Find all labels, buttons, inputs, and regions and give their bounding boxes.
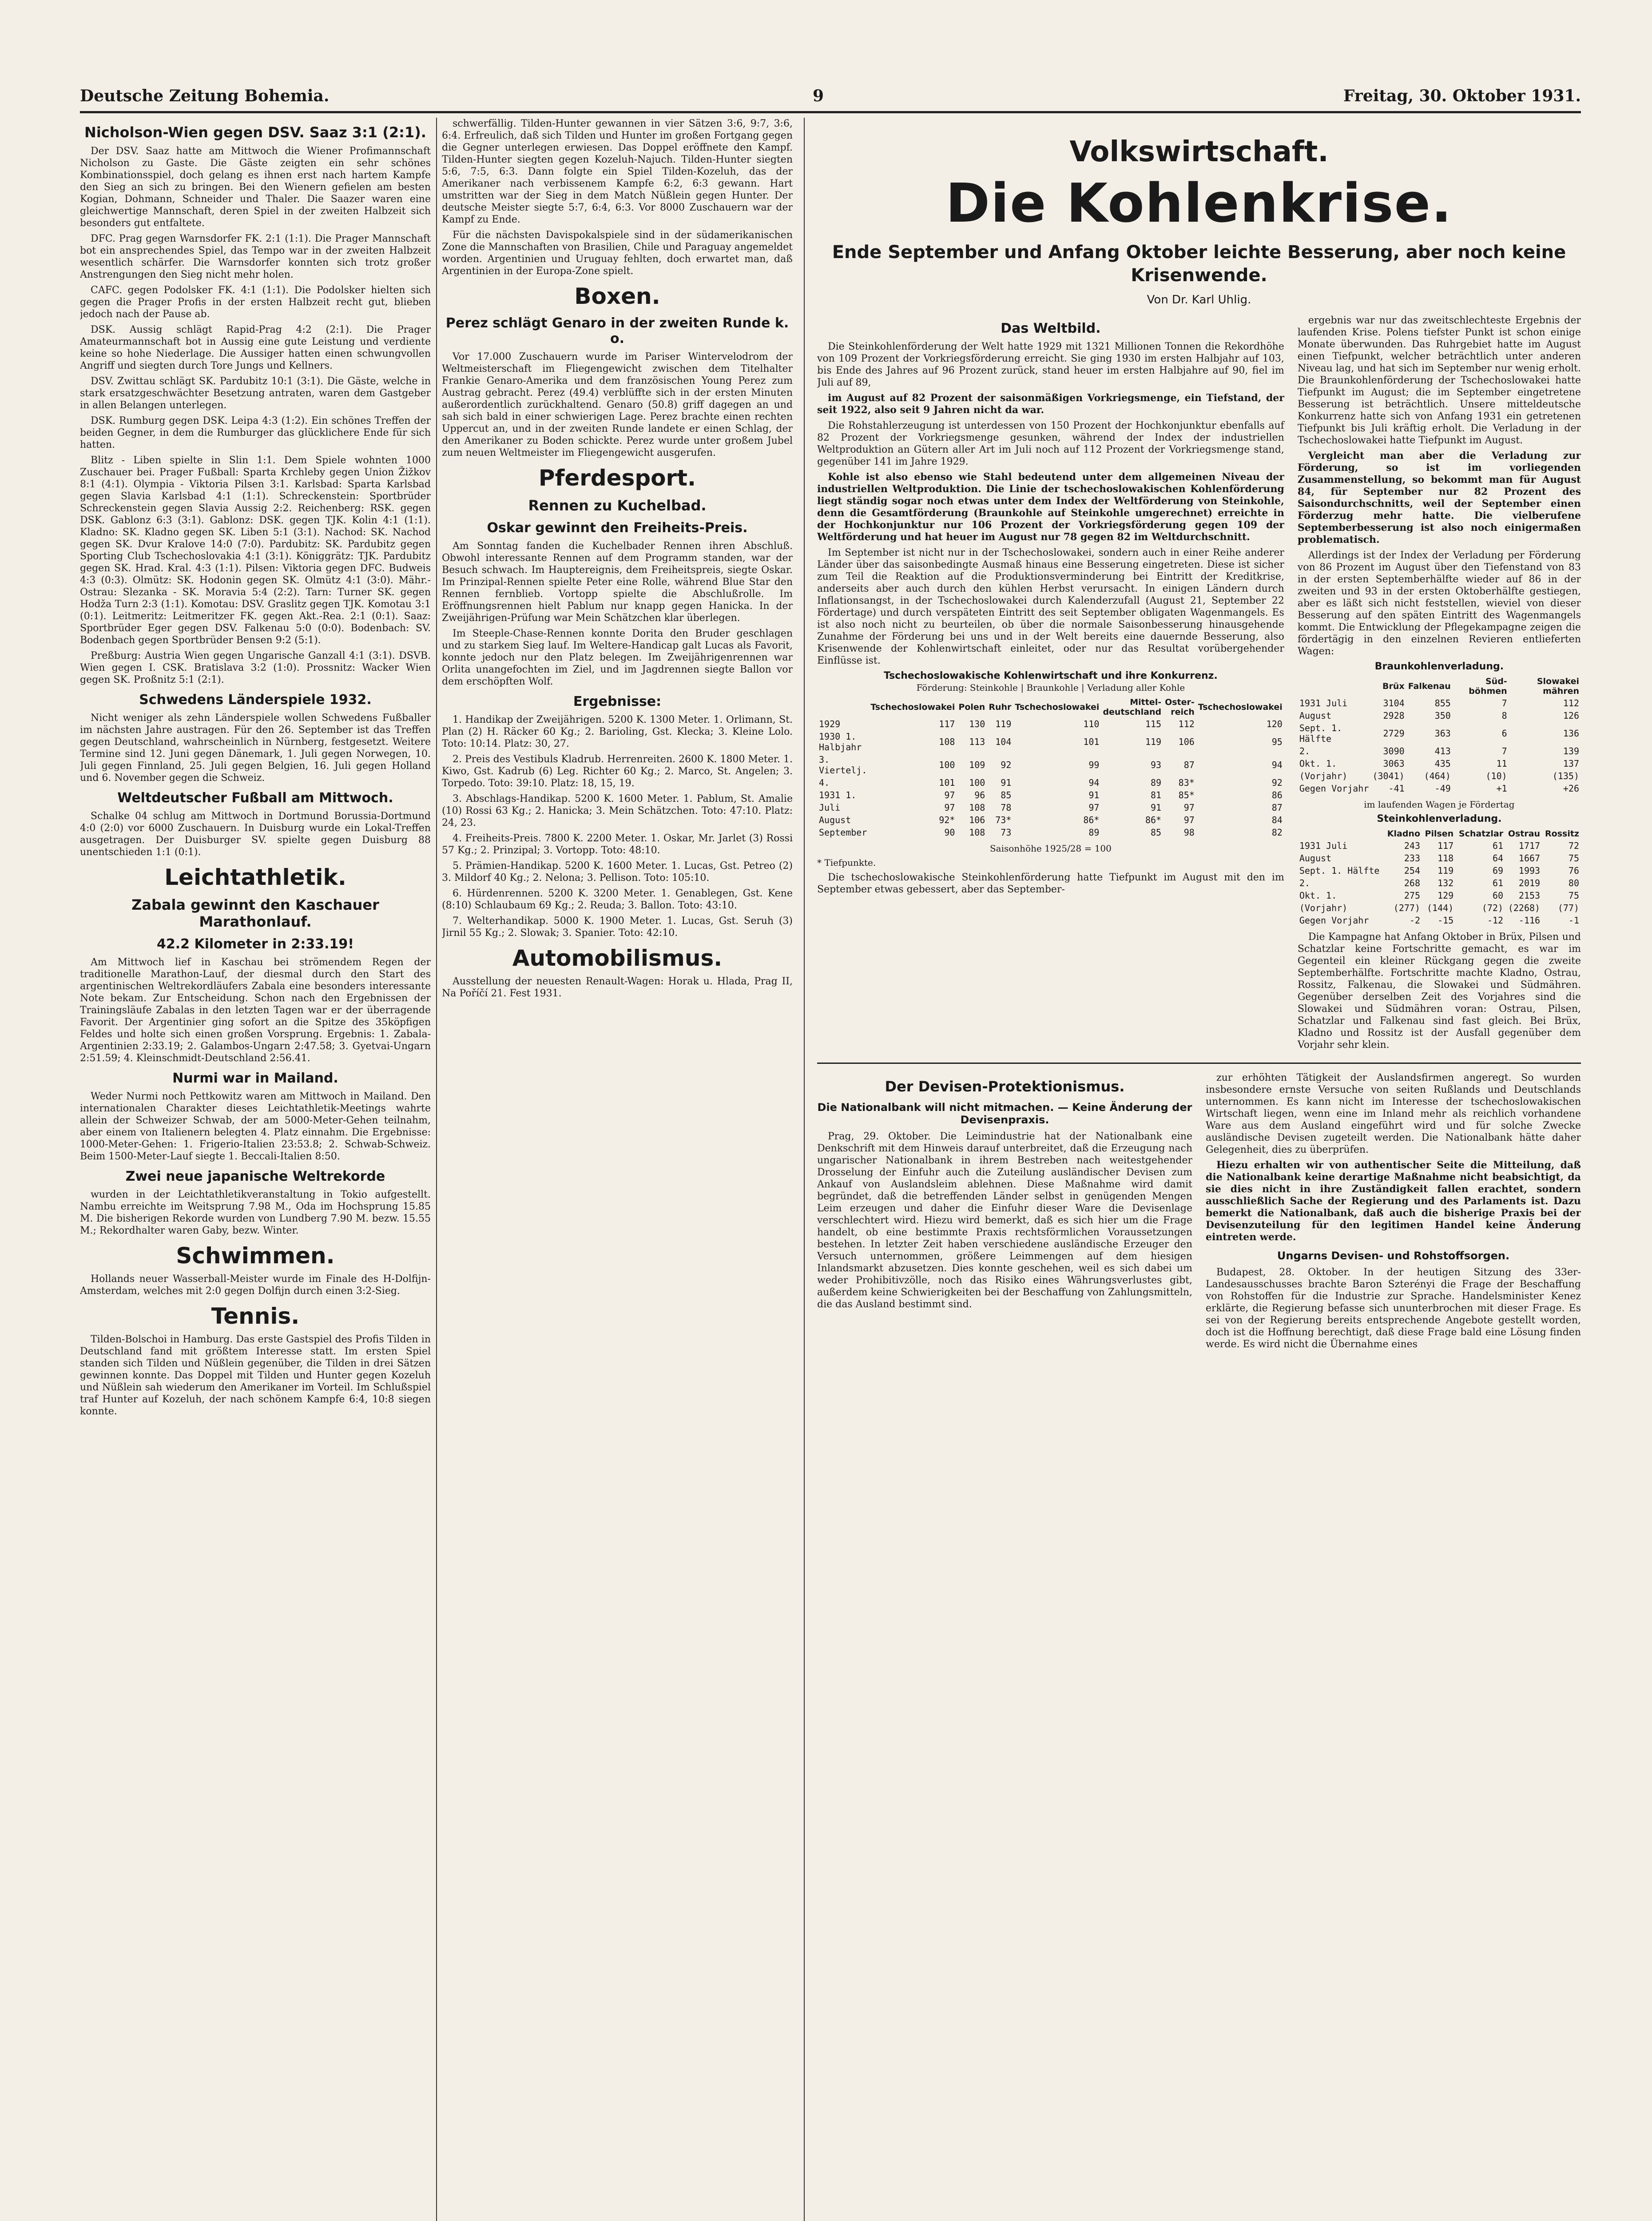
table-cell: 117 — [939, 719, 955, 729]
masthead-rule — [80, 111, 1581, 113]
byline: Von Dr. Karl Uhlig. — [1147, 293, 1251, 306]
article-emphasis: Kohle ist also ebenso wie Stahl bedeutend unter dem allgemeinen Niveau der industriellen Weltproduktion. Die Linie der tschechoslowakischen Kohlenförderung liegt ständig sogar noch etwas unter dem Index der Weltförderung von Steinkohle, denn die Gesamtförderung (Braunkohle auf Steinkohle umgerechnet) erreichte in der Hochkonjunktur nur 106 Prozent der Vorkriegsförderung gegen 109 der Weltförderung und hat heuer im August nur 78 gegen 82 im Weltdurchschnitt. — [817, 471, 1284, 543]
devisen-column-right — [1206, 1072, 1581, 1354]
article-column-left — [817, 314, 1284, 1055]
race-result: 1. Handikap der Zweijährigen. 5200 K. 1300 Meter. 1. Orlimann, St. Plan (2) H. Räcker 60 Kg.; 2. Barioling, Gst. Klecka; 3. Kleine Lolo. Toto: 10:14. Platz: 30, 27. — [442, 714, 793, 749]
table-cell: 100 — [969, 777, 985, 788]
table-cell: 83* — [1178, 777, 1195, 788]
table-cell: 94 — [1271, 760, 1283, 770]
table-cell: Okt. 1. — [1299, 890, 1337, 901]
table-cell: 108 — [969, 802, 985, 813]
table-cell: 3090 — [1383, 746, 1405, 756]
match-report: CAFC. gegen Podolsker FK. 4:1 (1:1). Die Podolsker hielten sich gegen die Prager Profis in der ersten Halbzeit recht gut, blieben jedoch nach der Pause ab. — [80, 285, 431, 320]
table-cell: 81 — [1151, 790, 1162, 800]
table-column-header: Rossitz — [1545, 829, 1579, 839]
table-cell: 3063 — [1383, 758, 1405, 769]
table-cell: 126 — [1563, 710, 1579, 721]
table-cell: 97 — [944, 802, 955, 813]
race-result: 5. Prämien-Handikap. 5200 K. 1600 Meter. 1. Lucas, Gst. Petreo (2) 3. Mildorf 40 Kg.; 2. Nelona; 3. Pellison. Toto: 105:10. — [442, 860, 793, 884]
table-cell: September — [819, 827, 867, 838]
article-text: Prag, 29. Oktober. Die Leimindustrie hat der Nationalbank eine Denkschrift mit dem Hinweis darauf unterbreitet, daß die Erzeugung nach ungarischer Nationalbank in ihrem Bestreben nach weitestgehender Drosselung der Einfuhr auch die Zuteilung ausländischer Devisen zum Ankauf von Auslandsleim ablehnen. Diese Maßnahme wird damit begründet, daß die betreffenden Länder selbst in genügenden Mengen Leim erzeugen und daher die Einfuhr dieser Ware die Devisenlage verschlechtert wird. Hiezu wird bemerkt, daß es sich hier um die Frage handelt, ob eine bestimmte Praxis rechtsförmlichen Voraussetzungen bestehen. In letzter Zeit haben verschiedene ausländische Erzeuger den Versuch unternommen, größere Leimmengen auf dem hiesigen Inlandsmarkt abzusetzen. Dies konnte geschehen, weil es sich dabei um weder Prohibitivzölle, noch das Risiko eines Währungsverlustes gibt, außerdem keine Schwierigkeiten bei der Beschaffung von Zahlungsmitteln, die das Ausland bestimmt sind. — [817, 1131, 1192, 1310]
newspaper-name: Deutsche Zeitung Bohemia. — [80, 87, 330, 105]
devisen-column-left — [817, 1072, 1192, 1354]
table-cell: 97 — [1183, 802, 1195, 813]
table-cell: -116 — [1518, 915, 1541, 926]
table-column-header — [1298, 828, 1384, 840]
article-heading: Perez schlägt Genaro in der zweiten Runde k. o. — [445, 315, 789, 346]
table-cell: 2. — [1299, 746, 1310, 756]
table-cell: 85* — [1178, 790, 1195, 800]
article-emphasis: Vergleicht man aber die Verladung zur Förderung, so ist im vorliegenden Zusammenstellung, so bekommt man für August 84, für September nur 82 Prozent des Saisondurchschnitts, weil der September einen Förderzug mehr hatte. Die vielberufene Septemberbesserung ist also noch einigermaßen problematisch. — [1297, 450, 1581, 545]
table-cell: 99 — [1088, 760, 1100, 770]
table-cell: 76 — [1568, 865, 1579, 876]
article-heading: Zabala gewinnt den Kaschauer Marathonlauf. — [131, 896, 379, 930]
article-text: Schalke 04 schlug am Mittwoch in Dortmund Borussia-Dortmund 4:0 (2:0) vor 6000 Zuschauern. In Duisburg wurde ein Lokal-Treffen ausgetragen. Der Duisburger SV. spielte gegen Duisburg 88 unentschieden 1:1 (0:1). — [80, 811, 431, 858]
lignite-table — [1298, 676, 1581, 795]
article-text: Hollands neuer Wasserball-Meister wurde im Finale des H-Dolfijn-Amsterdam, welches mit 2:0 gegen Dolfijn durch einen 3:2-Sieg. — [80, 1274, 431, 1297]
table-cell: 115 — [1145, 719, 1162, 729]
article-text: Vor 17.000 Zuschauern wurde im Pariser Wintervelodrom der Weltmeisterschaft im Fliegengewicht zwischen dem Titelhalter Frankie Genaro-Amerika und dem französischen Young Perez zum Austrag gebracht. Perez (49.4) verblüffte sich in der ersten Minuten außerordentlich zurückhaltend. Genaro (50.8) griff dagegen an und sah sich bald in einer schwierigen Lage. Perez brachte einen rechten Uppercut an, und in der zweiten Runde landete er einen Schlag, der den Amerikaner zu Boden schickte. Perez wurde unter großem Jubel zum neuen Weltmeister im Fliegengewicht ausgerufen. — [442, 351, 793, 458]
article-subheading: Die Nationalbank will nicht mitmachen. — Keine Änderung der Devisenpraxis. — [817, 1101, 1192, 1126]
results-list: Preßburg: Austria Wien gegen Ungarische Ganzall 4:1 (3:1). DSVB. Wien gegen I. CSK. Bratislava 3:2 (1:0). Prossnitz: Wacker Wien gegen SK. Proßnitz 5:1 (2:1). — [80, 650, 431, 685]
section-heading: Leichtathletik. — [164, 864, 346, 890]
table-row — [817, 801, 1284, 814]
table-row — [1298, 840, 1581, 852]
table-cell: 60 — [1492, 890, 1504, 901]
column-sports-1 — [80, 118, 431, 2221]
table-cell: 87 — [1183, 760, 1195, 770]
article-heading: Schwedens Länderspiele 1932. — [139, 692, 372, 708]
table-row — [1298, 709, 1581, 722]
match-report: DFC. Prag gegen Warnsdorfer FK. 2:1 (1:1). Die Prager Mannschaft bot ein ansprechendes Spiel, das Tempo war in der zweiten Halbzeit wesentlich schärfer. Die Warnsdorfer konnten sich trotz großer Anstrengungen den Sieg nicht mehr holen. — [80, 233, 431, 280]
economics-section — [817, 118, 1581, 2221]
article-deck: Ende September und Anfang Oktober leichte Besserung, aber noch keine Krisenwende. — [832, 242, 1566, 286]
table-cell: 91 — [1088, 790, 1100, 800]
table-cell: 92* — [939, 815, 955, 825]
table-cell: 72 — [1568, 840, 1579, 851]
table-cell: 254 — [1404, 865, 1421, 876]
table-cell: 268 — [1404, 878, 1421, 888]
match-report: DSK. Aussig schlägt Rapid-Prag 4:2 (2:1). Die Prager Amateurmannschaft bot in Aussig eine gute Leistung und verdiente keine so hohe Niederlage. Die Aussiger hatten einen schwungvollen Angriff und siegten durch Tore Jungs und Kellners. — [80, 324, 431, 371]
page-number: 9 — [813, 87, 824, 105]
table-cell: 139 — [1563, 746, 1579, 756]
table-cell: Okt. 1. — [1299, 758, 1337, 769]
table-cell: 89 — [1088, 827, 1100, 838]
table-subtitle: im laufenden Wagen je Fördertag — [1364, 799, 1515, 810]
table-cell: 275 — [1404, 890, 1421, 901]
section-heading: Boxen. — [574, 283, 660, 309]
table-cell: 69 — [1492, 865, 1504, 876]
table-cell: Gegen Vorjahr — [1299, 915, 1369, 926]
table-cell: 80 — [1568, 878, 1579, 888]
article-text: Am Sonntag fanden die Kuchelbader Rennen ihren Abschluß. Obwohl interessante Rennen auf dem Programm standen, war der Besuch schwach. Im Hauptereignis, dem Freiheitspreis, siegte Oskar. Im Prinzipal-Rennen spielte Peter eine Rolle, während Blue Star den Rennen fernblieb. Vortopp spielte die Abschlußrolle. Im Eröffnungsrennen hielt Pablum nur knapp gegen Hanicka. In der Zweijährigen-Prüfung war Mein Schätzchen klar überlegen. — [442, 541, 793, 624]
article-text: wurden in der Leichtathletikveranstaltung in Tokio aufgestellt. Nambu erreichte im Weitsprung 7.98 M., Oda im Hochsprung 15.85 M. Die bisherigen Rekorde wurden von Lundberg 7.90 M. bezw. 15.55 M.; Rekordhalter waren Gaby, bezw. Winter. — [80, 1189, 431, 1236]
article-heading: Der Devisen-Protektionismus. — [885, 1078, 1125, 1095]
table-cell: 1930 1. Halbjahr — [819, 731, 862, 752]
table-cell: 112 — [1563, 698, 1579, 708]
table-cell: (277) — [1393, 903, 1421, 913]
table-row — [1298, 902, 1581, 914]
table-row — [817, 789, 1284, 801]
article-text: Allerdings ist der Index der Verladung per Förderung von 86 Prozent im August über den Tiefenstand von 83 in der ersten Septemberhälfte wieder auf 86 in der zweiten und 93 in der ersten Oktoberhälfte gestiegen, aber es läßt sich nicht feststellen, wieviel von dieser Besserung auf den späten Eintritt des Wagenmangels kommt. Die Entwicklung der Pflegekampagne zeigen die fördertägig in den einzelnen Revieren entlieferten Wagen: — [1297, 550, 1581, 657]
table-column-header: Süd-böhmen — [1469, 677, 1507, 696]
table-column-header: Ostrau — [1508, 829, 1541, 839]
table-cell: 97 — [944, 790, 955, 800]
table-row — [1298, 722, 1581, 745]
table-column-header: Brüx — [1382, 681, 1405, 691]
table-cell: Sept. 1. Hälfte — [1299, 723, 1342, 744]
article-subheading: Oskar gewinnt den Freiheits-Preis. — [487, 520, 748, 536]
article-text: Im Steeple-Chase-Rennen konnte Dorita den Bruder geschlagen und zu starkem Sieg lauf. Im Weltere-Handicap galt Lucas als Favorit, konnte jedoch nur den Platz belegen. Im Zweijährigenrennen war Orlita unangefochten im Ziel, und im Jagdrennen siegte Ballon vor dem erschöpften Wolf. — [442, 628, 793, 687]
table-cell: 106 — [1178, 736, 1195, 747]
table-cell: 136 — [1563, 728, 1579, 739]
table-cell: 7 — [1501, 746, 1507, 756]
article-text: Die Kampagne hat Anfang Oktober in Brüx, Pilsen und Schatzlar keine Fortschritte gemacht, es war im Gegenteil ein kleiner Rückgang gegen die zweite Septemberhälfte. Fortschritte machte Kladno, Ostrau, Rossitz, Falkenau, die Slowakei und Südmähren. Gegenüber derselben Zeit des Vorjahres sind die Slowakei und Südmähren voran: Ostrau, Pilsen, Schatzlar und Falkenau sind fast gleich. Bei Brüx, Kladno und Rossitz ist der Ausfall gegenüber dem Vorjahr sehr klein. — [1297, 931, 1581, 1051]
match-report: DSK. Rumburg gegen DSK. Leipa 4:3 (1:2). Ein schönes Treffen der beiden Gegner, in dem die Rumburger das glücklichere Ende für sich hatten. — [80, 415, 431, 450]
table-header-row — [1298, 828, 1581, 840]
article-heading: Rennen zu Kuchelbad. — [528, 497, 707, 514]
table-caption: Tschechoslowakische Kohlenwirtschaft und ihre Konkurrenz. — [884, 670, 1218, 681]
match-report: DSV. Zwittau schlägt SK. Pardubitz 10:1 (3:1). Die Gäste, welche in stark ersatzgeschwächter Besetzung antraten, waren dem Gastgeber in allen Belangen unterlegen. — [80, 376, 431, 411]
table-column-header: Ruhr — [989, 702, 1012, 712]
table-cell: (77) — [1557, 903, 1579, 913]
table-cell: (72) — [1481, 903, 1504, 913]
table-column-header: Polen — [958, 702, 985, 712]
table-cell: 75 — [1568, 890, 1579, 901]
article-title: Die Kohlenkrise. — [945, 173, 1453, 235]
table-cell: -1 — [1568, 915, 1579, 926]
table-cell: 1667 — [1518, 853, 1541, 864]
table-row — [1298, 770, 1581, 782]
table-column-header: Slowakei mähren — [1537, 677, 1579, 696]
article-text: Die Steinkohlenförderung der Welt hatte 1929 mit 1321 Millionen Tonnen die Rekordhöhe von 109 Prozent der Vorkriegsförderung erreicht. Sie ging 1930 im ersten Halbjahr auf 103, bis Ende des Jahres auf 96 Prozent zurück, stand heuer im ersten Halbjahre auf 90, fiel im Juli auf 89, — [817, 341, 1284, 388]
table-group-labels: Förderung: Steinkohle | Braunkohle | Verladung aller Kohle — [916, 682, 1185, 693]
table-cell: -49 — [1434, 783, 1451, 794]
table-cell: 243 — [1404, 840, 1421, 851]
section-heading: Pferdesport. — [538, 465, 696, 491]
table-cell: 8 — [1501, 710, 1507, 721]
section-heading: Automobilismus. — [512, 945, 723, 971]
table-column-header — [1298, 676, 1371, 697]
table-header-row — [1298, 676, 1581, 697]
table-cell: 85 — [1001, 790, 1012, 800]
table-cell: 61 — [1492, 840, 1504, 851]
article-heading: Weltdeutscher Fußball am Mittwoch. — [117, 790, 393, 806]
table-cell: 82 — [1271, 827, 1283, 838]
table-row — [817, 776, 1284, 789]
table-cell: 129 — [1438, 890, 1454, 901]
table-cell: 98 — [1183, 827, 1195, 838]
table-cell: 1931 1. — [819, 790, 857, 800]
race-result: 7. Welterhandikap. 5000 K. 1900 Meter. 1. Lucas, Gst. Seruh (3) Jirnil 55 Kg.; 2. Slowak; 3. Spanier. Toto: 42:10. — [442, 915, 793, 939]
table-cell: 2928 — [1383, 710, 1405, 721]
table-header-row — [817, 697, 1284, 718]
table-cell: 3. Viertelj. — [819, 754, 867, 776]
table-cell: 101 — [939, 777, 955, 788]
table-caption: Braunkohlenverladung. — [1374, 661, 1504, 672]
race-result: 3. Abschlags-Handikap. 5200 K. 1600 Meter. 1. Pablum, St. Amalie (10) Rossi 63 Kg.; 2. Hanicka; 3. Mein Schätzchen. Toto: 47:10. Platz: 24, 23. — [442, 793, 793, 828]
table-row — [817, 753, 1284, 776]
section-heading: Schwimmen. — [176, 1243, 335, 1269]
table-cell: 130 — [969, 719, 985, 729]
column-divider — [804, 118, 805, 2221]
table-cell: Gegen Vorjahr — [1299, 783, 1369, 794]
race-result: 2. Preis des Vestibuls Kladrub. Herrenreiten. 2600 K. 1800 Meter. 1. Kiwo, Gst. Kadrub (6) Leg. Richter 60 Kg.; 2. Marco, St. Angelen; 3. Torpedo. Toto: 39:10. Platz: 18, 15, 19. — [442, 754, 793, 789]
table-cell: 137 — [1563, 758, 1579, 769]
table-cell: (2268) — [1508, 903, 1541, 913]
table-cell: 97 — [1183, 815, 1195, 825]
table-cell: 64 — [1492, 853, 1504, 864]
table-cell: 104 — [995, 736, 1012, 747]
table-cell: 1931 Juli — [1299, 698, 1348, 708]
table-column-header: Falkenau — [1408, 681, 1451, 691]
table-cell: 363 — [1434, 728, 1451, 739]
table-cell: 96 — [974, 790, 985, 800]
table-cell: 109 — [969, 760, 985, 770]
article-text: Die Rohstahlerzeugung ist unterdessen von 150 Prozent der Hochkonjunktur ebenfalls auf 82 Prozent der Vorkriegsmenge gesunken, während der Index der industriellen Weltproduktion an Gütern aller Art im Juli noch auf 112 Prozent der Vorkriegsmenge stand, gegenüber 141 im Jahre 1929. — [817, 420, 1284, 467]
table-cell: -2 — [1409, 915, 1421, 926]
article-heading: Nicholson-Wien gegen DSV. Saaz 3:1 (2:1). — [84, 124, 426, 141]
table-cell: -15 — [1438, 915, 1454, 926]
table-row — [817, 730, 1284, 753]
table-cell: 106 — [969, 815, 985, 825]
table-cell: 92 — [1271, 777, 1283, 788]
table-cell: August — [819, 815, 851, 825]
table-row — [1298, 914, 1581, 927]
issue-date: Freitag, 30. Oktober 1931. — [1343, 87, 1581, 105]
table-column-header: Tschechoslowakei — [1198, 702, 1283, 712]
table-cell: 435 — [1434, 758, 1451, 769]
article-emphasis: Hiezu erhalten wir von authentischer Seite die Mitteilung, daß die Nationalbank keine derartige Maßnahme nicht beabsichtigt, da sie dies nicht in ihre Zuständigkeit fallen erachtet, sondern ausschließlich Sache der Regierung und des Parlaments ist. Dazu bemerkt die Nationalbank, daß auch die bisherige Praxis bei der Devisenzuteilung für den legitimen Handel keine Änderung eintreten werde. — [1206, 1159, 1581, 1243]
table-cell: 2729 — [1383, 728, 1405, 739]
table-cell: 120 — [1266, 719, 1283, 729]
table-cell: 91 — [1001, 777, 1012, 788]
table-cell: 113 — [969, 736, 985, 747]
table-footnote: * Tiefpunkte. — [817, 857, 876, 868]
table-cell: 108 — [969, 827, 985, 838]
table-cell: 89 — [1151, 777, 1162, 788]
masthead — [80, 87, 1581, 109]
table-cell: 108 — [939, 736, 955, 747]
table-cell: (135) — [1552, 771, 1579, 781]
table-cell: 100 — [939, 760, 955, 770]
hardcoal-table — [1298, 828, 1581, 927]
table-cell: August — [1299, 853, 1332, 864]
table-cell: 85 — [1151, 827, 1162, 838]
table-cell: 233 — [1404, 853, 1421, 864]
table-cell: +1 — [1496, 783, 1507, 794]
article-text: Der DSV. Saaz hatte am Mittwoch die Wiener Profimannschaft Nicholson zu Gaste. Die Gäste zeigten ein sehr schönes Kombinationsspiel, doch gelang es ihnen erst nach hartem Kampfe den Sieg an sich zu bringen. Bei den Wienern gefielen am besten Kogian, Dohmann, Schneider und Thaler. Die Saazer waren eine gleichwertige Mannschaft, deren Spiel in der zweiten Halbzeit sich besonders gut entfaltete. — [80, 146, 431, 229]
table-column-header: Oster-reich — [1165, 697, 1195, 717]
table-cell: 413 — [1434, 746, 1451, 756]
article-text: zur erhöhten Tätigkeit der Auslandsfirmen angeregt. So wurden insbesondere ernste Versuche von seiten Rußlands und Deutschlands unternommen. Es kann nicht im Interesse der tschechoslowakischen Wirtschaft liegen, wenn eine im Inland mehr als reichlich vorhandene Ware aus dem Ausland eingeführt wird und für solche Zwecke ausländische Devisen zugeteilt werden. Die Nationalbank hätte daher Gelegenheit, dies zu überprüfen. — [1206, 1072, 1581, 1155]
table-cell: 4. — [819, 777, 830, 788]
table-cell: 1993 — [1518, 865, 1541, 876]
article-text: Tilden-Bolschoi in Hamburg. Das erste Gastspiel des Profis Tilden in Deutschland fand mit größtem Interesse statt. Im ersten Spiel standen sich Tilden und Nüßlein gegenüber, die Tilden in drei Sätzen gewinnen konnte. Das Doppel mit Tilden und Hunter gegen Kozeluh und Nüßlein sah wiederum den Amerikaner im Vorteil. Im Schlußspiel traf Hunter auf Kozeluh, der nach schönem Kampfe 6:4, 10:8 siegen konnte. — [80, 1334, 431, 1417]
article-heading: Zwei neue japanische Weltrekorde — [125, 1169, 385, 1184]
table-cell: 75 — [1568, 853, 1579, 864]
table-cell: 95 — [1271, 736, 1283, 747]
table-cell: (Vorjahr) — [1299, 771, 1348, 781]
article-column-right — [1298, 314, 1581, 1055]
article-columns — [817, 314, 1581, 1055]
table-cell: 119 — [1438, 865, 1454, 876]
race-result: 4. Freiheits-Preis. 7800 K. 2200 Meter. 1. Oskar, Mr. Jarlet (3) Rossi 57 Kg.; 2. Prinzipal; 3. Vortopp. Toto: 48:10. — [442, 833, 793, 856]
table-row — [1298, 697, 1581, 709]
table-cell: 78 — [1001, 802, 1012, 813]
table-cell: August — [1299, 710, 1332, 721]
table-cell: 90 — [944, 827, 955, 838]
table-cell: 110 — [1083, 719, 1100, 729]
table-cell: 2019 — [1518, 878, 1541, 888]
table-cell: 93 — [1151, 760, 1162, 770]
table-cell: 11 — [1496, 758, 1507, 769]
table-cell: 101 — [1083, 736, 1100, 747]
table-cell: 132 — [1438, 878, 1454, 888]
table-cell: 86 — [1271, 790, 1283, 800]
table-cell: 87 — [1271, 802, 1283, 813]
table-cell: 84 — [1271, 815, 1283, 825]
article-divider — [817, 1063, 1581, 1064]
article-subheading: Das Weltbild. — [1001, 321, 1101, 336]
table-cell: 94 — [1088, 777, 1100, 788]
table-caption: Steinkohlenverladung. — [1377, 813, 1502, 824]
coal-table — [817, 697, 1284, 839]
table-cell: (464) — [1424, 771, 1451, 781]
article-text: Weder Nurmi noch Pettkowitz waren am Mittwoch in Mailand. Den internationalen Charakter dieses Leichtathletik-Meetings wahrte allein der Schweizer Schwab, der am 5000-Meter-Gehen teilnahm, aber einem von Italienern belegten 4. Platz einnahm. Die Ergebnisse: 1000-Meter-Gehen: 1. Frigerio-Italien 23:53.8; 2. Schwab-Schweiz. Beim 1500-Meter-Lauf siegte 1. Beccali-Italien 8:50. — [80, 1091, 431, 1162]
table-column-header: Schatzlar — [1458, 829, 1504, 839]
table-row — [1298, 864, 1581, 877]
table-cell: 7 — [1501, 698, 1507, 708]
table-cell: 1717 — [1518, 840, 1541, 851]
table-cell: 61 — [1492, 878, 1504, 888]
table-cell: 117 — [1438, 840, 1454, 851]
devisen-columns — [817, 1072, 1581, 1354]
article-text: Am Mittwoch lief in Kaschau bei strömendem Regen der traditionelle Marathon-Lauf, der diesmal durch den Start des argentinischen Weltrekordläufers Zabala eine besonders interessante Note bekam. Zur Entscheidung. Schon nach den Ergebnissen der Trainingsläufe Zabalas in den letzten Tagen war er der überragende Favorit. Der Argentinier ging sofort an die Spitze des 35köpfigen Feldes und holte sich einen großen Vorsprung. Ergebnis: 1. Zabala-Argentinien 2:33.19; 2. Galambos-Ungarn 2:47.58; 3. Gyetvai-Ungarn 2:51.59; 4. Kleinschmidt-Deutschland 2:56.41. — [80, 957, 431, 1064]
table-column-header — [817, 697, 869, 718]
section-heading: Tennis. — [211, 1303, 300, 1329]
article-text: Budapest, 28. Oktober. In der heutigen Sitzung des 33er-Landesausschusses brachte Baron Szterényi die Frage der Beschaffung von Rohstoffen für die Industrie zur Sprache. Handelsminister Kenez erklärte, die Regierung befasse sich ununterbrochen mit dieser Frage. Es sei von der Regierung bereits entsprechende Angebote gestellt worden, doch ist die Hoffnung berechtigt, daß diese Frage bald eine Lösung finden werde. Es wird nicht die Übernahme eines — [1206, 1267, 1581, 1350]
table-cell: 91 — [1151, 802, 1162, 813]
article-subheading: 42.2 Kilometer in 2:33.19! — [157, 936, 354, 952]
table-column-header: Tschechoslowakei — [1015, 702, 1100, 712]
table-cell: 1931 Juli — [1299, 840, 1348, 851]
article-text: Die tschechoslowakische Steinkohlenförderung hatte Tiefpunkt im August mit den im September etwas gebessert, aber das September- — [817, 872, 1284, 895]
article-text: ergebnis war nur das zweitschlechteste Ergebnis der laufenden Krise. Polens tiefster Punkt ist schon einige Monate überwunden. Das Ruhrgebiet hatte im August einen Tiefpunkt, welcher beträchtlich unter anderen Niveau lag, und hat sich im September nur wenig erholt. Die Braunkohlenförderung der Tschechoslowakei hatte Tiefpunkt im August; die im September eingetretene Besserung ist beträchtlich. Unsere mitteldeutsche Konkurrenz hatte sich von Anfang 1931 ein getretenen Tiefpunkt bis Juli kräftig erholt. Die Verladung in der Tschechoslowakei hatte Tiefpunkt im August. — [1297, 315, 1581, 446]
section-heading: Volkswirtschaft. — [1069, 135, 1329, 168]
results-heading: Ergebnisse: — [573, 694, 662, 709]
table-basis: Saisonhöhe 1925/28 = 100 — [989, 843, 1112, 854]
table-cell: (3041) — [1372, 771, 1405, 781]
article-emphasis: im August auf 82 Prozent der saisonmäßigen Vorkriegsmenge, ein Tiefstand, der seit 1922, also seit 9 Jahren nicht da war. — [817, 392, 1284, 416]
results-list: Blitz - Liben spielte in Slin 1:1. Dem Spiele wohnten 1000 Zuschauer bei. Prager Fußball: Sparta Krchleby gegen Union Žižkov 8:1 (4:1). Olympia - Viktoria Pilsen 3:1. Karlsbad: Sparta Karlsbad gegen Slavia Karlsbad 4:1 (1:1). Schreckenstein: Sportbrüder Schreckenstein gegen Slavia Aussig 2:2. Reichenberg: RSK. gegen DSK. Gablonz 6:3 (3:1). Gablonz: DSK. gegen TJK. Kolin 4:1 (1:1). Kladno: SK. Kladno gegen SK. Liben 5:1 (3:1). Nachod: SK. Nachod gegen SK. Dvur Kralove 14:0 (7:0). Pardubitz: SK. Pardubitz gegen Sporting Club Tschechoslovakia 4:1 (3:1). Königgrätz: TJK. Pardubitz gegen SK. Hrad. Kral. 4:3 (1:1). Pilsen: Viktoria gegen DFC. Budweis 4:3 (0:3). Olmütz: SK. Hodonin gegen SK. Olmütz 4:1 (3:0). Mähr.-Ostrau: Slezanka - SK. Moravia 5:4 (2:2). Tarn: Turner SK. gegen Hodža Turn 2:3 (1:1). Komotau: DSV. Graslitz gegen TJK. Komotau 3:1 (0:1). Leitmeritz: Leitmeritzer FK. gegen Akt.-Rea. 2:1 (0:1). Saaz: Sportbrüder Eger gegen DSV. Falkenau 5:0 (0:0). Bodenbach: SV. Bodenbach gegen Sportbrüder Bensen 9:2 (5:1). — [80, 455, 431, 646]
article-text: Nicht weniger als zehn Länderspiele wollen Schwedens Fußballer im nächsten Jahre austragen. Für den 26. September ist das Treffen gegen Deutschland, wahrscheinlich in Nürnberg, festgesetzt. Weitere Termine sind 12. Juni gegen Dänemark, 1. Juli gegen Norwegen, 10. Juli gegen Finnland, 25. Juli gegen Belgien, 16. Juli gegen Holland und 6. November gegen die Schweiz. — [80, 712, 431, 784]
table-cell: Juli — [819, 802, 841, 813]
article-text: Für die nächsten Davispokalspiele sind in der südamerikanischen Zone die Mannschaften von Brasilien, Chile und Paraguay angemeldet worden. Argentinien und Uruguay fehlten, doch erwartet man, daß Argentinien in der Europa-Zone spielt. — [442, 230, 793, 277]
table-cell: 97 — [1088, 802, 1100, 813]
table-cell: Sept. 1. Hälfte — [1299, 865, 1380, 876]
article-text: Im September ist nicht nur in der Tschechoslowakei, sondern auch in einer Reihe anderer Länder über das saisonbedingte Ausmaß hinaus eine Besserung eingetreten. Diese ist sicher zum Teil die Reaktion auf die Produktionsverminderung bei Eintritt der Kreditkrise, anderseits aber auch durch den kühlen Herbst verursacht. In einigen Ländern durch Inflationsangst, in der Tschechoslowakei durch Kalenderzufall (August 21, September 22 Fördertage) und durch verspäteten Eintritt des seit September obligaten Wagenmangels. Es ist also noch nicht zu beurteilen, ob über die normale Saisonbesserung hinausgehende Zunahme der Förderung bei uns und in der Welt bereits eine dauernde Besserung, also Krisenwende der Kohlenwirtschaft einleitet, oder nur das Resultat vorübergehender Einflüsse ist. — [817, 547, 1284, 666]
table-cell: 2. — [1299, 878, 1310, 888]
table-cell: 2153 — [1518, 890, 1541, 901]
table-row — [1298, 889, 1581, 902]
table-column-header: Mittel-deutschland — [1103, 697, 1162, 717]
table-row — [817, 826, 1284, 839]
table-cell: -12 — [1487, 915, 1504, 926]
article-text: schwerfällig. Tilden-Hunter gewannen in vier Sätzen 3:6, 9:7, 3:6, 6:4. Erfreulich, daß sich Tilden und Hunter im großen Fortgang gegen die Gegner unterlegen erwiesen. Das Doppel eröffnete den Kampf. Tilden-Hunter siegten gegen Kozeluh-Najuch. Tilden-Hunter siegten 5:6, 7:5, 6:3. Dann folgte ein Spiel Tilden-Kozeluh, das der Amerikaner nach verbissenem Kampfe 6:2, 6:3 gewann. Hart umstritten war der Sieg in dem Match Nüßlein gegen Hunter. Der deutsche Meister siegte 5:7, 6:4, 6:3. Vor 8000 Zuschauern war der Kampf zu Ende. — [442, 118, 793, 225]
table-cell: 73 — [1001, 827, 1012, 838]
column-divider — [436, 118, 437, 2221]
table-column-header: Tschechoslowakei — [870, 702, 955, 712]
table-cell: 3104 — [1383, 698, 1405, 708]
table-column-header: Pilsen — [1425, 829, 1454, 839]
table-cell: 119 — [1145, 736, 1162, 747]
table-row — [1298, 877, 1581, 889]
table-cell: (Vorjahr) — [1299, 903, 1348, 913]
table-row — [1298, 852, 1581, 864]
table-cell: 73* — [995, 815, 1012, 825]
table-row — [1298, 782, 1581, 795]
table-row — [1298, 745, 1581, 757]
table-cell: 6 — [1501, 728, 1507, 739]
table-cell: 350 — [1434, 710, 1451, 721]
table-cell: 1929 — [819, 719, 841, 729]
table-cell: 118 — [1438, 853, 1454, 864]
table-row — [1298, 757, 1581, 770]
table-row — [817, 718, 1284, 730]
article-heading: Nurmi war in Mailand. — [172, 1071, 338, 1086]
column-sports-2 — [442, 118, 793, 2221]
table-cell: 119 — [995, 719, 1012, 729]
table-cell: 92 — [1001, 760, 1012, 770]
race-result: 6. Hürdenrennen. 5200 K. 3200 Meter. 1. Genablegen, Gst. Kene (8:10) Schlaubaum 69 Kg.; 2. Reuda; 3. Ballon. Toto: 43:10. — [442, 888, 793, 911]
table-cell: (10) — [1485, 771, 1507, 781]
table-cell: 86* — [1083, 815, 1100, 825]
table-row — [817, 814, 1284, 826]
table-cell: -41 — [1388, 783, 1405, 794]
article-text: Ausstellung der neuesten Renault-Wagen: Horak u. Hlada, Prag II, Na Poříčí 21. Fest 1931. — [442, 976, 793, 999]
table-column-header: Kladno — [1387, 829, 1421, 839]
table-cell: +26 — [1563, 783, 1579, 794]
table-cell: 855 — [1434, 698, 1451, 708]
table-cell: 112 — [1178, 719, 1195, 729]
article-heading: Ungarns Devisen- und Rohstoffsorgen. — [1277, 1250, 1510, 1262]
table-cell: 86* — [1145, 815, 1162, 825]
table-cell: (144) — [1426, 903, 1454, 913]
